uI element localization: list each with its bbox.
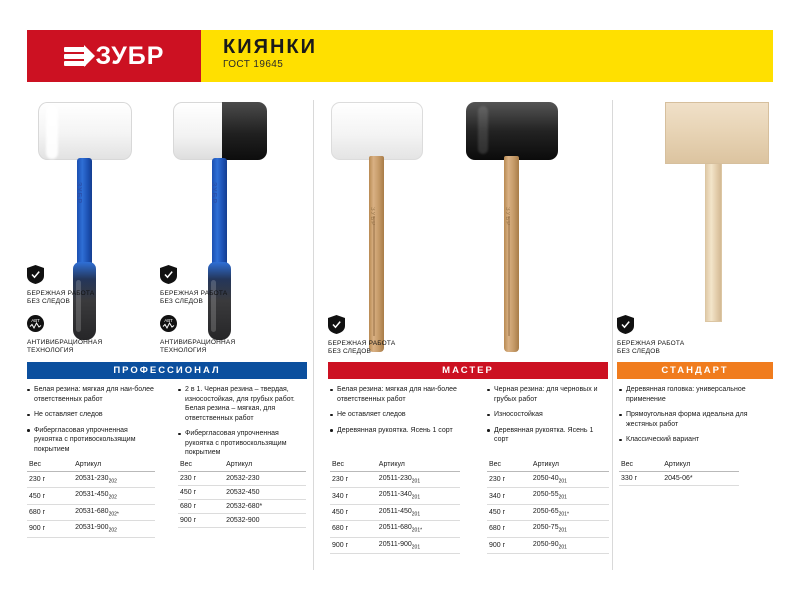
sku-suffix: 201* (411, 527, 423, 534)
badge-line-2: БЕЗ СЛЕДОВ (328, 348, 372, 355)
sku-main: 20531-230 (75, 475, 109, 482)
handle-brand-mark: ЗУБР (75, 182, 82, 205)
mallet-handle-fiberglass (212, 158, 227, 268)
cell-sku: 20532-680* (224, 500, 306, 514)
sku-suffix: 201 (411, 511, 421, 518)
table-row (27, 504, 155, 520)
badge-line-2: ТЕХНОЛОГИЯ (27, 347, 74, 354)
product-image-master-black (460, 102, 570, 352)
sku-suffix: 201 (558, 478, 567, 485)
table-row (330, 472, 460, 488)
handle-brand-mark: ЗУБР (210, 182, 217, 205)
table-professional-two-in-one (178, 458, 306, 528)
cell-sku: 2045-06* (662, 472, 739, 486)
table-master-white (330, 458, 460, 554)
cell-sku (531, 521, 609, 537)
table-row (330, 537, 460, 553)
column-header-weight: Вес (178, 458, 224, 472)
feature-item: Не оставляет следов (27, 410, 155, 420)
mallet-head-white (38, 102, 132, 160)
brand-logo (27, 30, 201, 82)
features-standard-wood (619, 385, 769, 451)
cell-weight: 340 г (330, 488, 377, 504)
feature-item: Износостойкая (487, 410, 609, 420)
column-header-sku: Артикул (531, 458, 609, 472)
features-professional-two-in-one (178, 385, 308, 464)
sku-suffix: 201* (558, 511, 569, 518)
cell-sku (73, 521, 155, 537)
sku-suffix: 201 (558, 494, 567, 501)
cell-weight: 340 г (487, 488, 531, 504)
feature-item: Не оставляет следов (330, 410, 466, 420)
column-header-sku: Артикул (224, 458, 306, 472)
sku-main: 20531-450 (75, 491, 109, 499)
table-row (330, 504, 460, 520)
feature-item: Черная резина: для черновых и грубых работ (487, 385, 609, 404)
badge-line-2: ТЕХНОЛОГИЯ (160, 347, 207, 354)
badge-line-1: БЕРЕЖНАЯ РАБОТА (617, 340, 685, 347)
cell-sku (377, 472, 460, 488)
table-header-row (330, 458, 460, 472)
badge-line-2: БЕЗ СЛЕДОВ (617, 348, 661, 355)
cell-weight: 900 г (330, 537, 377, 553)
column-header-sku: Артикул (662, 458, 739, 472)
page-header (27, 30, 773, 82)
table-row (178, 500, 306, 514)
feature-item: Фибергласовая упрочненная рукоятка с противоскользящим покрытием (178, 429, 308, 458)
table-row (487, 472, 609, 488)
feature-item: Прямоугольная форма идеальна для жестяных работ (619, 410, 769, 429)
table-header-row (619, 458, 739, 472)
shield-icon (27, 265, 44, 284)
badge-care-1 (27, 265, 132, 306)
cell-weight: 900 г (27, 521, 73, 537)
mallet-handle-wood (705, 164, 722, 322)
table-row (330, 488, 460, 504)
shield-icon (160, 265, 177, 284)
cell-sku (73, 488, 155, 504)
mallet-handle-wood (504, 156, 519, 352)
badge-care-4 (617, 315, 722, 356)
feature-item: Деревянная рукоятка. Ясень 1 сорт (330, 426, 466, 436)
features-master-black (487, 385, 609, 451)
cell-weight: 230 г (178, 472, 224, 486)
features-professional-white (27, 385, 155, 460)
svg-text:АВТ: АВТ (31, 318, 40, 323)
table-row (330, 521, 460, 537)
feature-item: Белая резина: мягкая для наи-более ответственных работ (330, 385, 466, 404)
badge-line-2: БЕЗ СЛЕДОВ (27, 298, 71, 305)
sku-suffix: 201 (558, 527, 567, 534)
column-header-sku: Артикул (73, 458, 155, 472)
table-row (487, 521, 609, 537)
cell-weight: 330 г (619, 472, 662, 486)
features-master-white (330, 385, 466, 441)
mallet-head-white (331, 102, 423, 160)
mallet-head-wood (665, 102, 769, 164)
shield-icon (617, 315, 634, 334)
title-block (201, 30, 773, 82)
badge-care-2 (160, 265, 265, 306)
table-row (27, 472, 155, 488)
feature-item: Деревянная рукоятка. Ясень 1 сорт (487, 426, 609, 445)
sku-suffix: 202 (108, 494, 117, 501)
sku-main: 20511-230 (378, 475, 412, 482)
product-image-professional-two-in-one (165, 102, 275, 342)
sku-suffix: 202 (108, 527, 117, 534)
cell-weight: 680 г (178, 500, 224, 514)
feature-item: Классический вариант (619, 435, 769, 445)
cell-weight: 900 г (487, 537, 531, 553)
sku-main: 20511-450 (378, 507, 412, 515)
antivibration-icon (160, 315, 177, 333)
badge-line-1: АНТИВИБРАЦИОННАЯ (160, 339, 236, 346)
column-header-weight: Вес (619, 458, 662, 472)
badge-line-1: АНТИВИБРАЦИОННАЯ (27, 339, 103, 346)
series-bar-professional: ПРОФЕССИОНАЛ (27, 362, 307, 379)
cell-sku (377, 537, 460, 553)
badge-antivibration-2 (160, 315, 265, 355)
sku-suffix: 202* (108, 511, 119, 518)
cell-sku (531, 472, 609, 488)
sku-suffix: 202 (108, 478, 117, 485)
table-header-row (27, 458, 155, 472)
product-image-professional-white (30, 102, 140, 342)
sku-main: 20511-900 (378, 540, 412, 548)
cell-weight: 230 г (27, 472, 73, 488)
table-row (178, 472, 306, 486)
table-row (178, 486, 306, 500)
brand-name: ЗУБР (95, 41, 165, 70)
table-header-row (487, 458, 609, 472)
sku-main: 20531-680 (75, 507, 109, 515)
table-row (27, 488, 155, 504)
zubr-arrow-logo-icon (64, 44, 90, 68)
cell-sku (377, 504, 460, 520)
sku-suffix: 201 (558, 543, 567, 550)
feature-item: 2 в 1. Черная резина – твердая, износостойкая, для грубых работ. Белая резина – мягкая, для ответственных работ (178, 385, 308, 423)
badge-line-1: БЕРЕЖНАЯ РАБОТА (160, 290, 228, 297)
table-standard-wood (619, 458, 739, 486)
sku-suffix: 201 (411, 494, 421, 501)
table-master-black (487, 458, 609, 554)
cell-sku (73, 472, 155, 488)
cell-sku (531, 537, 609, 553)
mallet-handle-fiberglass (77, 158, 92, 268)
table-row (487, 488, 609, 504)
handle-brand-mark: ЗУБР (504, 207, 510, 227)
mallet-head-black (466, 102, 558, 160)
table-row (178, 514, 306, 528)
mallet-head-white-half (173, 102, 223, 160)
sku-main: 20511-340 (378, 491, 412, 499)
series-bar-standard: СТАНДАРТ (617, 362, 773, 379)
table-row (487, 504, 609, 520)
column-header-weight: Вес (27, 458, 73, 472)
feature-item: Фибергласовая упрочненная рукоятка с противоскользящим покрытием (27, 426, 155, 455)
column-divider (612, 100, 613, 570)
cell-weight: 450 г (487, 504, 531, 520)
cell-sku: 20532-450 (224, 486, 306, 500)
series-bar-master: МАСТЕР (328, 362, 608, 379)
shield-icon (328, 315, 345, 334)
table-row (487, 537, 609, 553)
column-header-sku: Артикул (377, 458, 460, 472)
page-title: КИЯНКИ (223, 36, 317, 58)
cell-weight: 900 г (178, 514, 224, 528)
table-row (619, 472, 739, 486)
column-header-weight: Вес (330, 458, 377, 472)
cell-weight: 450 г (178, 486, 224, 500)
antivibration-icon (27, 315, 44, 333)
column-divider (313, 100, 314, 570)
standard-label: ГОСТ 19645 (223, 59, 284, 70)
sku-main: 2050-65 (532, 507, 559, 515)
badge-line-2: БЕЗ СЛЕДОВ (160, 298, 204, 305)
column-header-weight: Вес (487, 458, 531, 472)
cell-weight: 680 г (27, 504, 73, 520)
cell-weight: 680 г (330, 521, 377, 537)
badge-care-3 (328, 315, 433, 356)
table-professional-white (27, 458, 155, 538)
sku-main: 2050-90 (532, 540, 559, 548)
feature-item: Белая резина: мягкая для наи-более ответственных работ (27, 385, 155, 404)
sku-suffix: 201 (411, 543, 421, 550)
sku-suffix: 201 (411, 478, 421, 485)
badge-line-1: БЕРЕЖНАЯ РАБОТА (328, 340, 396, 347)
cell-sku: 20532-230 (224, 472, 306, 486)
feature-item: Деревянная головка: универсальное применение (619, 385, 769, 404)
table-header-row (178, 458, 306, 472)
cell-weight: 450 г (330, 504, 377, 520)
badge-line-1: БЕРЕЖНАЯ РАБОТА (27, 290, 95, 297)
table-row (27, 521, 155, 537)
sku-main: 20511-680 (378, 524, 412, 532)
sku-main: 2050-40 (532, 475, 559, 482)
mallet-head-black-half (222, 102, 267, 160)
sku-main: 20531-900 (75, 524, 109, 532)
cell-sku: 20532-900 (224, 514, 306, 528)
cell-sku (377, 488, 460, 504)
sku-main: 2050-75 (532, 524, 559, 532)
cell-sku (531, 488, 609, 504)
svg-text:АВТ: АВТ (164, 318, 173, 323)
badge-antivibration-1 (27, 315, 132, 355)
cell-weight: 230 г (330, 472, 377, 488)
cell-sku (531, 504, 609, 520)
cell-sku (377, 521, 460, 537)
cell-weight: 230 г (487, 472, 531, 488)
cell-weight: 450 г (27, 488, 73, 504)
handle-brand-mark: ЗУБР (369, 207, 375, 227)
sku-main: 2050-55 (532, 491, 559, 499)
cell-sku (73, 504, 155, 520)
cell-weight: 680 г (487, 521, 531, 537)
